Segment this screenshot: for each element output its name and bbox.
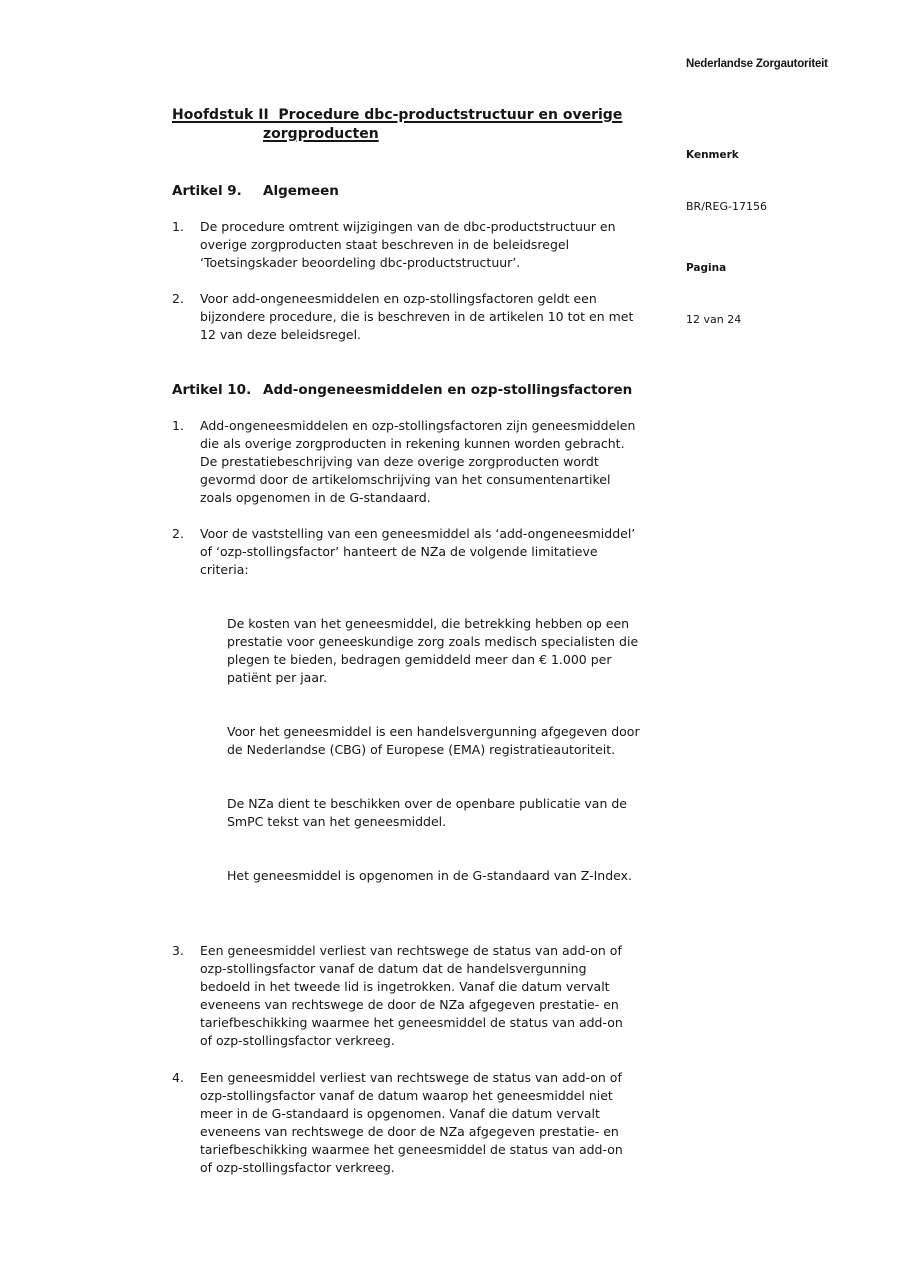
pagina-label: Pagina [686, 262, 727, 274]
item-text: Voor add-ongeneesmiddelen en ozp-stollingsfactoren geldt een bijzondere procedure, die is beschreven in de artikelen 10 tot en met 12 van deze beleidsregel. [200, 291, 634, 342]
chapter-title-line1: Hoofdstuk II Procedure dbc-productstructuur en overige [172, 107, 623, 123]
item-number: 3. [172, 943, 184, 958]
criterion-gstandaard: Het geneesmiddel is opgenomen in de G-standaard van Z-Index. [227, 868, 632, 883]
criterion-smpc: De NZa dient te beschikken over de openbare publicatie van de SmPC tekst van het geneesmiddel. [227, 796, 627, 829]
item-number: 1. [172, 418, 184, 433]
article10-label: Artikel 10. [172, 382, 252, 398]
article9-label: Artikel 9. [172, 183, 242, 199]
item-number: 4. [172, 1070, 184, 1085]
article9-title: Algemeen [263, 183, 339, 199]
kenmerk-label: Kenmerk [686, 149, 739, 161]
chapter-title [172, 106, 692, 144]
item-text: Voor de vaststelling van een geneesmiddel als ‘add-ongeneesmiddel’ of ‘ozp-stollingsfactor’ hanteert de NZa de volgende limitatieve criteria: [200, 526, 636, 577]
chapter-title-line2: zorgproducten [263, 126, 379, 142]
article10-heading [172, 381, 692, 399]
article9-item-2 [172, 290, 692, 344]
article10-item-4 [172, 1069, 692, 1177]
criteria-list [227, 579, 640, 921]
pagina-value: 12 van 24 [686, 313, 742, 326]
criterion-licence: Voor het geneesmiddel is een handelsvergunning afgegeven door de Nederlandse (CBG) of Europese (EMA) registratieautoriteit. [227, 724, 640, 757]
criterion-cost: De kosten van het geneesmiddel, die betrekking hebben op een prestatie voor geneeskundige zorg zoals medisch specialisten die plegen te bieden, bedragen gemiddeld meer dan € 1.000 per patiënt per jaar. [227, 616, 639, 685]
item-number: 1. [172, 219, 184, 234]
article10-item-2 [172, 525, 692, 921]
article9-heading [172, 182, 692, 200]
article9-item-1 [172, 218, 692, 272]
article10-title: Add-ongeneesmiddelen en ozp-stollingsfactoren [263, 382, 633, 398]
article10-item-3 [172, 942, 692, 1050]
item-number: 2. [172, 526, 184, 541]
document-body [172, 106, 692, 1177]
item-number: 2. [172, 291, 184, 306]
item-text: Een geneesmiddel verliest van rechtswege de status van add-on of ozp-stollingsfactor vanaf de datum waarop het geneesmiddel niet meer in de G-standaard is opgenomen. Vanaf die datum vervalt eveneens van rechtswege de door de NZa afgegeven prestatie- en tariefbeschikking waarmee het geneesmiddel de status van add-on of ozp-stollingsfactor verkreeg. [200, 1070, 623, 1175]
item-text: Add-ongeneesmiddelen en ozp-stollingsfactoren zijn geneesmiddelen die als overige zorgproducten in rekening kunnen worden gebracht. De prestatiebeschrijving van deze overige zorgproducten wordt gevormd door de artikelomschrijving van het consumentenartikel zoals opgenomen in de G-standaard. [200, 418, 636, 505]
org-name: Nederlandse Zorgautoriteit [686, 58, 828, 70]
item-text: Een geneesmiddel verliest van rechtswege de status van add-on of ozp-stollingsfactor vanaf de datum dat de handelsvergunning bedoeld in het tweede lid is ingetrokken. Vanaf die datum vervalt eveneens van rechtswege de door de NZa afgegeven prestatie- en tariefbeschikking waarmee het geneesmiddel de status van add-on of ozp-stollingsfactor verkreeg. [200, 943, 623, 1048]
kenmerk-value: BR/REG-17156 [686, 200, 767, 213]
page-meta [686, 111, 767, 356]
item-text: De procedure omtrent wijzigingen van de dbc-productstructuur en overige zorgproducten staat beschreven in de beleidsregel ‘Toetsingskader beoordeling dbc-productstructuur’. [200, 219, 616, 270]
article10-item-1 [172, 417, 692, 507]
